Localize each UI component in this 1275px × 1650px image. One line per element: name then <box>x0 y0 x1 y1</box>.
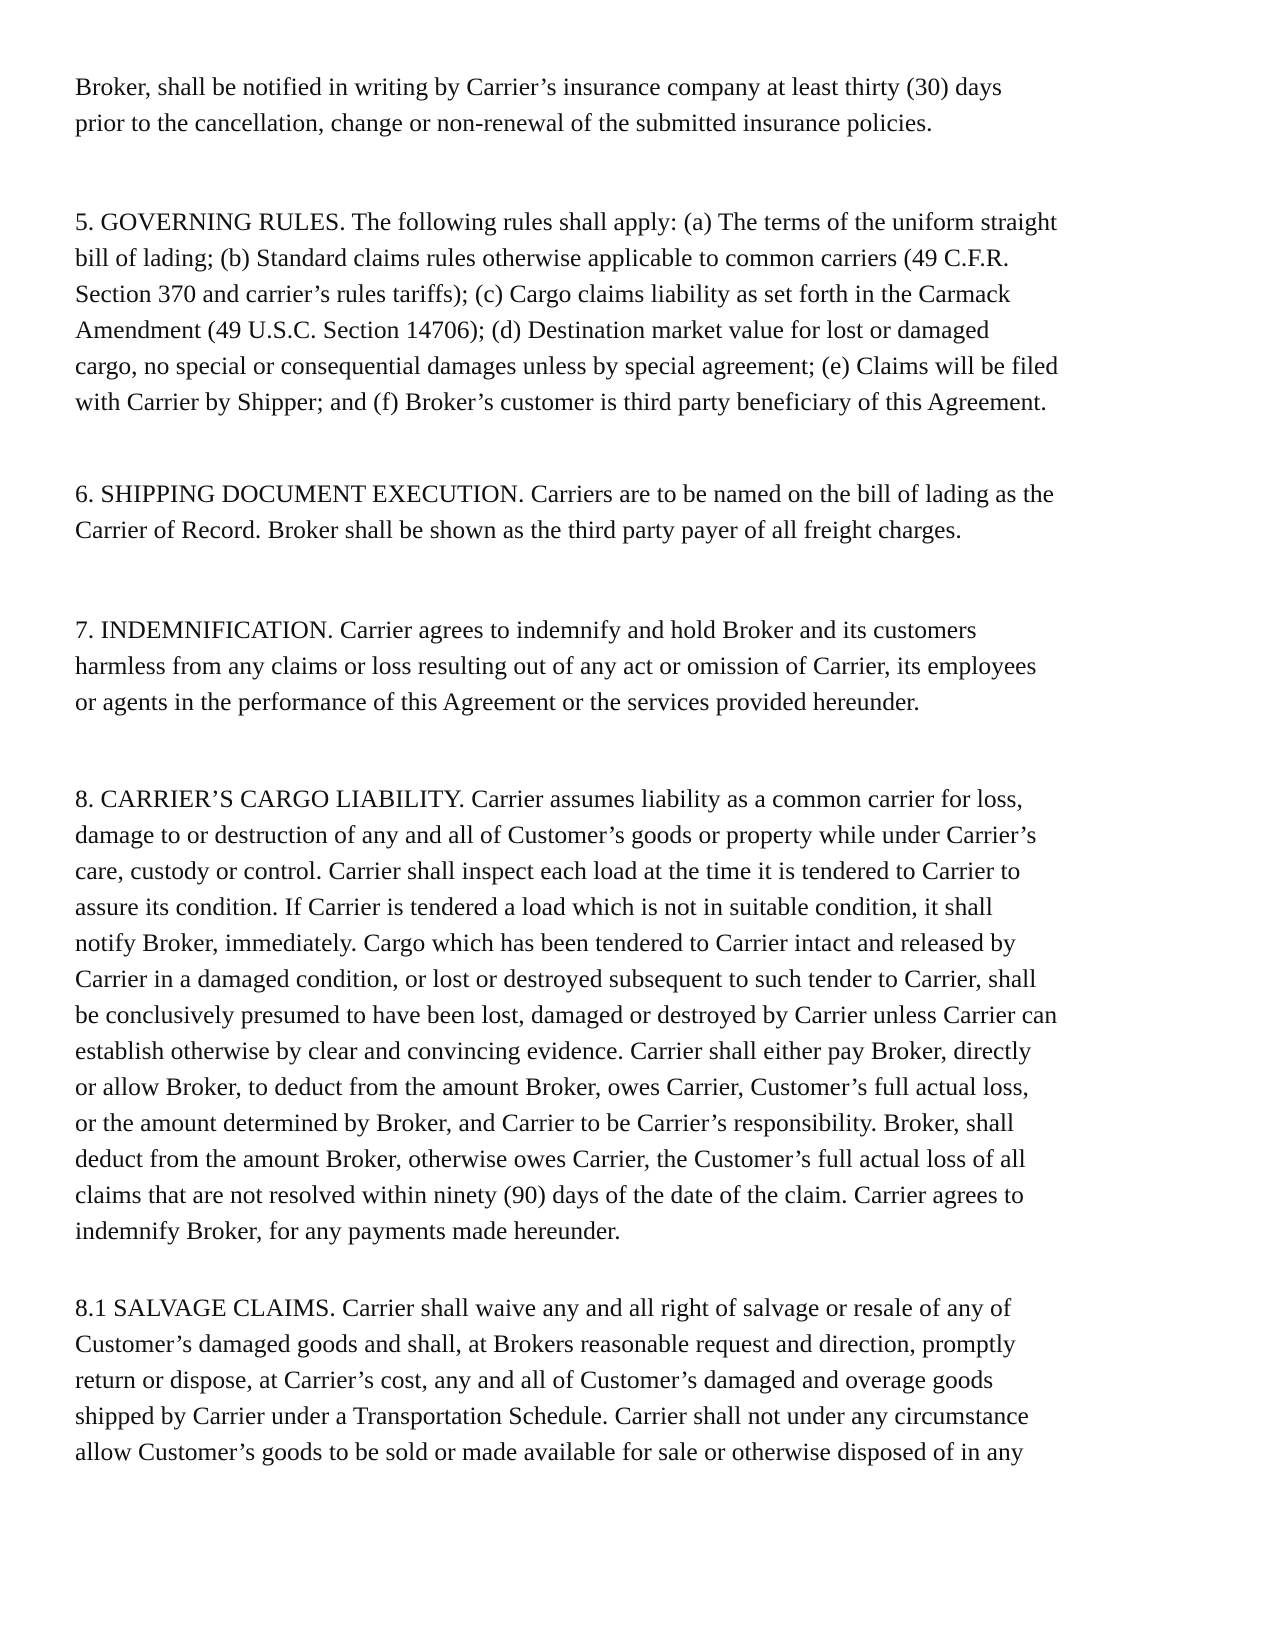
paragraph-shipping-document-execution <box>75 476 1205 548</box>
text-line: return or dispose, at Carrier’s cost, any and all of Customer’s damaged and overage goods <box>75 1365 994 1394</box>
text-line: harmless from any claims or loss resulting out of any act or omission of Carrier, its employees <box>75 651 1037 680</box>
text-line: with Carrier by Shipper; and (f) Broker’s customer is third party beneficiary of this Agreement. <box>75 387 1047 416</box>
text-line: care, custody or control. Carrier shall inspect each load at the time it is tendered to Carrier to <box>75 856 1021 885</box>
text-line: 5. GOVERNING RULES. The following rules shall apply: (a) The terms of the uniform straight <box>75 207 1058 236</box>
text-line: assure its condition. If Carrier is tendered a load which is not in suitable condition, it shall <box>75 892 993 921</box>
text-line: allow Customer’s goods to be sold or made available for sale or otherwise disposed of in any <box>75 1437 1024 1466</box>
text-line: 8.1 SALVAGE CLAIMS. Carrier shall waive any and all right of salvage or resale of any of <box>75 1293 1012 1322</box>
text-line: 8. CARRIER’S CARGO LIABILITY. Carrier assumes liability as a common carrier for loss, <box>75 784 1023 813</box>
text-line: prior to the cancellation, change or non-renewal of the submitted insurance policies. <box>75 108 933 137</box>
text-line: 7. INDEMNIFICATION. Carrier agrees to indemnify and hold Broker and its customers <box>75 615 977 644</box>
paragraph-governing-rules <box>75 204 1205 420</box>
text-line: be conclusively presumed to have been lost, damaged or destroyed by Carrier unless Carrier can <box>75 1000 1058 1029</box>
text-line: Section 370 and carrier’s rules tariffs); (c) Cargo claims liability as set forth in the Carmack <box>75 279 1011 308</box>
text-line: or agents in the performance of this Agreement or the services provided hereunder. <box>75 687 920 716</box>
text-line: Carrier of Record. Broker shall be shown as the third party payer of all freight charges. <box>75 515 962 544</box>
text-line: shipped by Carrier under a Transportation Schedule. Carrier shall not under any circumstance <box>75 1401 1029 1430</box>
text-line: establish otherwise by clear and convincing evidence. Carrier shall either pay Broker, directly <box>75 1036 1032 1065</box>
text-line: deduct from the amount Broker, otherwise owes Carrier, the Customer’s full actual loss of all <box>75 1144 1026 1173</box>
text-line: 6. SHIPPING DOCUMENT EXECUTION. Carriers are to be named on the bill of lading as the <box>75 479 1054 508</box>
text-line: bill of lading; (b) Standard claims rules otherwise applicable to common carriers (49 C.F.R. <box>75 243 1010 272</box>
text-line: damage to or destruction of any and all of Customer’s goods or property while under Carrier’s <box>75 820 1037 849</box>
paragraph-carrier-cargo-liability <box>75 781 1205 1249</box>
text-line: cargo, no special or consequential damages unless by special agreement; (e) Claims will be filed <box>75 351 1059 380</box>
text-line: claims that are not resolved within ninety (90) days of the date of the claim. Carrier agrees to <box>75 1180 1024 1209</box>
text-line: indemnify Broker, for any payments made hereunder. <box>75 1216 621 1245</box>
paragraph-insurance-notice <box>75 69 1205 141</box>
paragraph-indemnification <box>75 612 1205 720</box>
text-line: notify Broker, immediately. Cargo which has been tendered to Carrier intact and released by <box>75 928 1016 957</box>
text-line: or the amount determined by Broker, and Carrier to be Carrier’s responsibility. Broker, shall <box>75 1108 1015 1137</box>
text-line: Broker, shall be notified in writing by Carrier’s insurance company at least thirty (30) days <box>75 72 1002 101</box>
text-line: Customer’s damaged goods and shall, at Brokers reasonable request and direction, promptly <box>75 1329 1016 1358</box>
text-line: Amendment (49 U.S.C. Section 14706); (d) Destination market value for lost or damaged <box>75 315 990 344</box>
text-line: Carrier in a damaged condition, or lost or destroyed subsequent to such tender to Carrier, shall <box>75 964 1037 993</box>
paragraph-salvage-claims <box>75 1290 1205 1470</box>
text-line: or allow Broker, to deduct from the amount Broker, owes Carrier, Customer’s full actual loss, <box>75 1072 1029 1101</box>
